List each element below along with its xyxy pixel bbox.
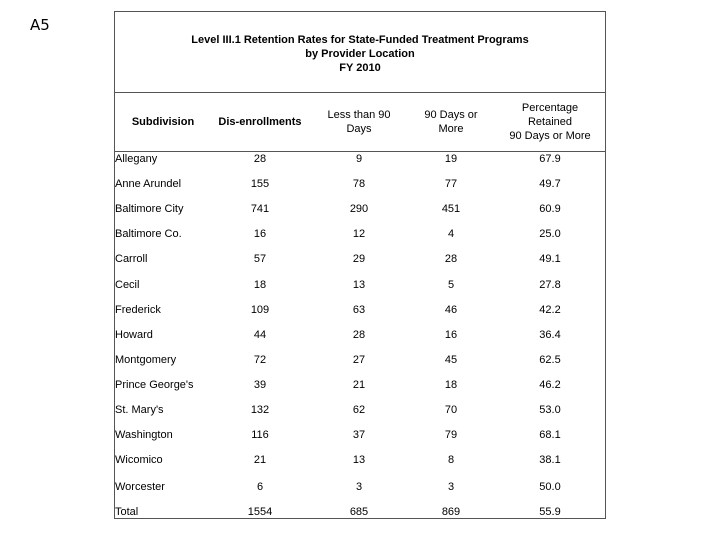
cell-disenrollments: 72 — [253, 354, 267, 366]
cell-pct: 49.7 — [539, 178, 561, 190]
cell-less90: 685 — [349, 506, 369, 518]
cell-pct: 68.1 — [539, 429, 561, 441]
cell-less90: 62 — [352, 404, 366, 416]
slide-label: A5 — [30, 16, 50, 34]
cell-subdivision: St. Mary's — [115, 404, 164, 416]
cell-disenrollments: 741 — [250, 203, 270, 215]
cell-subdivision: Allegany — [115, 153, 158, 165]
cell-less90: 37 — [352, 429, 366, 441]
cell-more90: 5 — [447, 279, 455, 291]
cell-pct: 27.8 — [539, 279, 561, 291]
cell-less90: 12 — [352, 228, 366, 240]
header-disenrollments: Dis-enrollments — [218, 116, 302, 128]
table-row — [115, 452, 605, 468]
table-row — [115, 352, 605, 368]
cell-pct: 42.2 — [539, 304, 561, 316]
cell-disenrollments: 116 — [251, 429, 269, 441]
table-header — [115, 92, 605, 152]
cell-subdivision: Baltimore City — [115, 203, 184, 215]
header-90-or-more: 90 Days or More — [424, 109, 478, 135]
cell-subdivision: Howard — [115, 329, 153, 341]
cell-less90: 29 — [352, 253, 366, 265]
cell-pct: 55.9 — [539, 506, 561, 518]
table-total-row — [115, 504, 605, 520]
cell-more90: 28 — [444, 253, 458, 265]
table-row — [115, 479, 605, 495]
table-row — [115, 151, 605, 167]
cell-subdivision: Worcester — [115, 481, 165, 493]
cell-more90: 16 — [444, 329, 458, 341]
table-row — [115, 226, 605, 242]
cell-disenrollments: 109 — [250, 304, 270, 316]
cell-less90: 78 — [352, 178, 366, 190]
header-percentage-retained: Percentage Retained 90 Days or More — [509, 102, 591, 142]
cell-less90: 290 — [349, 203, 369, 215]
cell-less90: 9 — [355, 153, 363, 165]
cell-subdivision: Montgomery — [115, 354, 177, 366]
cell-subdivision: Wicomico — [115, 454, 163, 466]
cell-subdivision: Carroll — [115, 253, 148, 265]
table-row — [115, 201, 605, 217]
cell-pct: 38.1 — [539, 454, 561, 466]
table-row — [115, 176, 605, 192]
cell-pct: 60.9 — [539, 203, 561, 215]
cell-pct: 50.0 — [539, 481, 561, 493]
table-row — [115, 327, 605, 343]
cell-subdivision: Frederick — [115, 304, 161, 316]
cell-pct: 36.4 — [539, 329, 561, 341]
cell-disenrollments: 44 — [253, 329, 267, 341]
cell-less90: 63 — [352, 304, 366, 316]
title-line-2: by Provider Location — [305, 48, 415, 60]
cell-more90: 79 — [444, 429, 458, 441]
cell-more90: 3 — [447, 481, 455, 493]
cell-disenrollments: 132 — [250, 404, 270, 416]
cell-subdivision: Anne Arundel — [115, 178, 182, 190]
title-line-1: Level III.1 Retention Rates for State-Funded Treatment Programs — [191, 34, 529, 46]
retention-table — [114, 11, 606, 519]
cell-subdivision: Prince George's — [115, 379, 194, 391]
table-row — [115, 377, 605, 393]
cell-more90: 19 — [444, 153, 458, 165]
cell-more90: 77 — [444, 178, 458, 190]
cell-more90: 8 — [447, 454, 455, 466]
cell-more90: 18 — [444, 379, 458, 391]
cell-less90: 3 — [355, 481, 363, 493]
cell-disenrollments: 1554 — [247, 506, 273, 518]
table-row — [115, 251, 605, 267]
cell-disenrollments: 28 — [253, 153, 267, 165]
cell-disenrollments: 57 — [253, 253, 267, 265]
title-line-3: FY 2010 — [339, 62, 381, 74]
cell-less90: 28 — [352, 329, 366, 341]
cell-subdivision: Baltimore Co. — [115, 228, 182, 240]
cell-disenrollments: 21 — [253, 454, 267, 466]
cell-less90: 21 — [352, 379, 366, 391]
table-row — [115, 277, 605, 293]
cell-subdivision: Total — [115, 506, 139, 518]
cell-pct: 49.1 — [539, 253, 561, 265]
cell-more90: 46 — [444, 304, 458, 316]
header-subdivision: Subdivision — [131, 116, 195, 128]
table-row — [115, 427, 605, 443]
cell-disenrollments: 18 — [253, 279, 267, 291]
cell-less90: 27 — [352, 354, 366, 366]
cell-pct: 46.2 — [539, 379, 561, 391]
table-title — [115, 33, 605, 75]
cell-disenrollments: 16 — [253, 228, 267, 240]
cell-more90: 45 — [444, 354, 458, 366]
cell-pct: 53.0 — [539, 404, 561, 416]
cell-disenrollments: 39 — [253, 379, 267, 391]
cell-more90: 70 — [444, 404, 458, 416]
cell-subdivision: Washington — [115, 429, 173, 441]
table-row — [115, 302, 605, 318]
cell-subdivision: Cecil — [115, 279, 140, 291]
cell-less90: 13 — [352, 279, 366, 291]
cell-pct: 67.9 — [539, 153, 561, 165]
cell-disenrollments: 6 — [256, 481, 264, 493]
cell-pct: 62.5 — [539, 354, 561, 366]
cell-disenrollments: 155 — [250, 178, 270, 190]
cell-more90: 451 — [441, 203, 461, 215]
cell-more90: 869 — [441, 506, 461, 518]
cell-less90: 13 — [352, 454, 366, 466]
header-less-than-90: Less than 90 Days — [327, 109, 391, 135]
cell-more90: 4 — [447, 228, 455, 240]
table-row — [115, 402, 605, 418]
cell-pct: 25.0 — [539, 228, 561, 240]
